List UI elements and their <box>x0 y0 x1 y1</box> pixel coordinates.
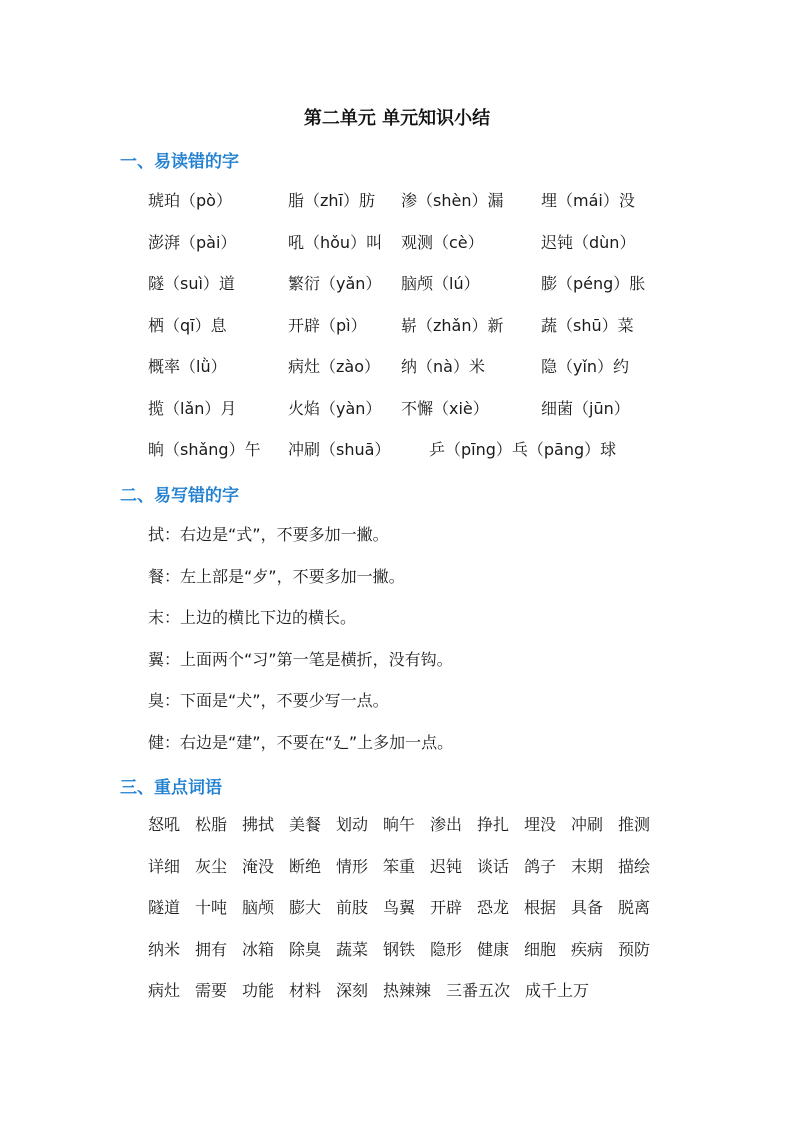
key-word: 深刻 <box>336 981 369 1000</box>
pinyin-item: 乒（pīng）乓（pāng）球 <box>429 440 617 459</box>
key-word: 除臭 <box>289 939 322 959</box>
key-word: 冲刷 <box>571 815 604 834</box>
writing-note: 臭：下面是“犬”，不要少写一点。 <box>148 691 389 710</box>
key-word: 推测 <box>618 815 651 834</box>
key-word: 灰尘 <box>195 856 228 876</box>
pinyin-item: 纳（nà）米 <box>401 357 485 376</box>
key-word: 美餐 <box>289 815 322 834</box>
key-word: 笨重 <box>383 856 416 876</box>
key-word: 材料 <box>289 981 322 1000</box>
pinyin-item: 脑颅（lú） <box>401 274 480 293</box>
pinyin-item: 膨（péng）胀 <box>541 274 646 293</box>
key-word: 热辣辣 <box>383 981 432 1000</box>
key-word: 情形 <box>336 856 369 876</box>
pinyin-item: 琥珀（pò） <box>148 191 232 210</box>
key-word: 断绝 <box>289 856 322 876</box>
writing-note: 翼：上面两个“习”第一笔是横折，没有钩。 <box>148 649 453 669</box>
pinyin-item: 澎湃（pài） <box>148 232 237 252</box>
key-word: 三番五次 <box>446 981 511 1000</box>
pinyin-item: 迟钝（dùn） <box>541 232 636 252</box>
key-word: 渗出 <box>430 815 463 834</box>
pinyin-item: 隧（suì）道 <box>148 274 235 293</box>
pinyin-item: 埋（mái）没 <box>541 191 635 210</box>
pinyin-item: 冲刷（shuā） <box>288 440 391 459</box>
key-word: 晌午 <box>383 815 416 834</box>
pinyin-item: 崭（zhǎn）新 <box>401 315 504 335</box>
key-word: 隧道 <box>148 898 181 917</box>
key-word: 描绘 <box>618 856 651 876</box>
key-word: 冰箱 <box>242 939 275 959</box>
key-word: 细胞 <box>524 939 557 959</box>
pinyin-item: 细菌（jūn） <box>541 398 630 418</box>
key-word: 恐龙 <box>477 898 510 917</box>
section-heading-easy-misread: 一、易读错的字 <box>120 152 239 172</box>
pinyin-item: 火焰（yàn） <box>288 398 382 418</box>
key-word: 病灶 <box>148 981 181 1000</box>
pinyin-item: 栖（qī）息 <box>148 315 227 335</box>
key-word: 松脂 <box>195 815 228 834</box>
pinyin-item: 概率（lǜ） <box>148 357 227 376</box>
pinyin-item: 吼（hǒu）叫 <box>288 232 383 252</box>
key-word: 脑颅 <box>242 898 275 917</box>
key-word: 详细 <box>148 856 181 876</box>
key-word: 拂拭 <box>242 815 275 834</box>
key-word: 蔬菜 <box>336 939 369 959</box>
writing-note: 健：右边是“建”，不要在“廴”上多加一点。 <box>148 732 454 752</box>
writing-note: 餐：左上部是“歺”，不要多加一撇。 <box>148 566 405 586</box>
key-word: 根据 <box>524 898 557 917</box>
section-heading-easy-miswrite: 二、易写错的字 <box>120 486 239 506</box>
key-word: 埋没 <box>524 815 557 834</box>
key-word: 具备 <box>571 898 604 917</box>
page-title: 第二单元 单元知识小结 <box>303 108 491 129</box>
key-word: 十吨 <box>195 898 228 917</box>
pinyin-item: 脂（zhī）肪 <box>288 191 375 210</box>
key-word: 功能 <box>242 981 275 1000</box>
key-word: 成千上万 <box>525 981 590 1000</box>
writing-note: 末：上边的横比下边的横长。 <box>148 608 357 627</box>
pinyin-item: 病灶（zào） <box>288 357 380 376</box>
key-word: 隐形 <box>430 939 463 959</box>
pinyin-item: 渗（shèn）漏 <box>401 191 504 210</box>
key-word: 迟钝 <box>430 856 463 876</box>
key-word: 膨大 <box>289 898 322 917</box>
pinyin-item: 蔬（shū）菜 <box>541 315 634 335</box>
key-word: 鸟翼 <box>383 898 416 917</box>
key-word: 健康 <box>477 939 510 959</box>
key-word: 脱离 <box>618 898 651 917</box>
key-word: 末期 <box>571 856 604 876</box>
key-word: 前肢 <box>336 898 369 917</box>
pinyin-item: 繁衍（yǎn） <box>288 274 382 293</box>
pinyin-item: 揽（lǎn）月 <box>148 398 237 418</box>
key-word: 挣扎 <box>477 815 510 834</box>
key-word: 拥有 <box>195 939 228 959</box>
pinyin-item: 不懈（xiè） <box>401 398 489 418</box>
pinyin-item: 观测（cè） <box>401 232 484 252</box>
key-word: 划动 <box>336 815 369 834</box>
key-word: 疾病 <box>571 939 604 959</box>
section-heading-key-words: 三、重点词语 <box>120 778 222 798</box>
key-word: 钢铁 <box>383 939 416 959</box>
key-word: 谈话 <box>477 856 510 876</box>
pinyin-item: 开辟（pì） <box>288 315 367 335</box>
key-word: 开辟 <box>430 898 463 917</box>
pinyin-item: 隐（yǐn）约 <box>541 357 630 376</box>
key-word: 预防 <box>618 939 651 959</box>
key-word: 鸽子 <box>524 856 557 876</box>
key-word: 需要 <box>195 981 228 1000</box>
key-word: 淹没 <box>242 856 275 876</box>
writing-note: 拭：右边是“式”，不要多加一撇。 <box>148 525 389 544</box>
key-word: 怒吼 <box>148 815 181 834</box>
key-word: 纳米 <box>148 939 181 959</box>
pinyin-item: 晌（shǎng）午 <box>148 440 261 459</box>
